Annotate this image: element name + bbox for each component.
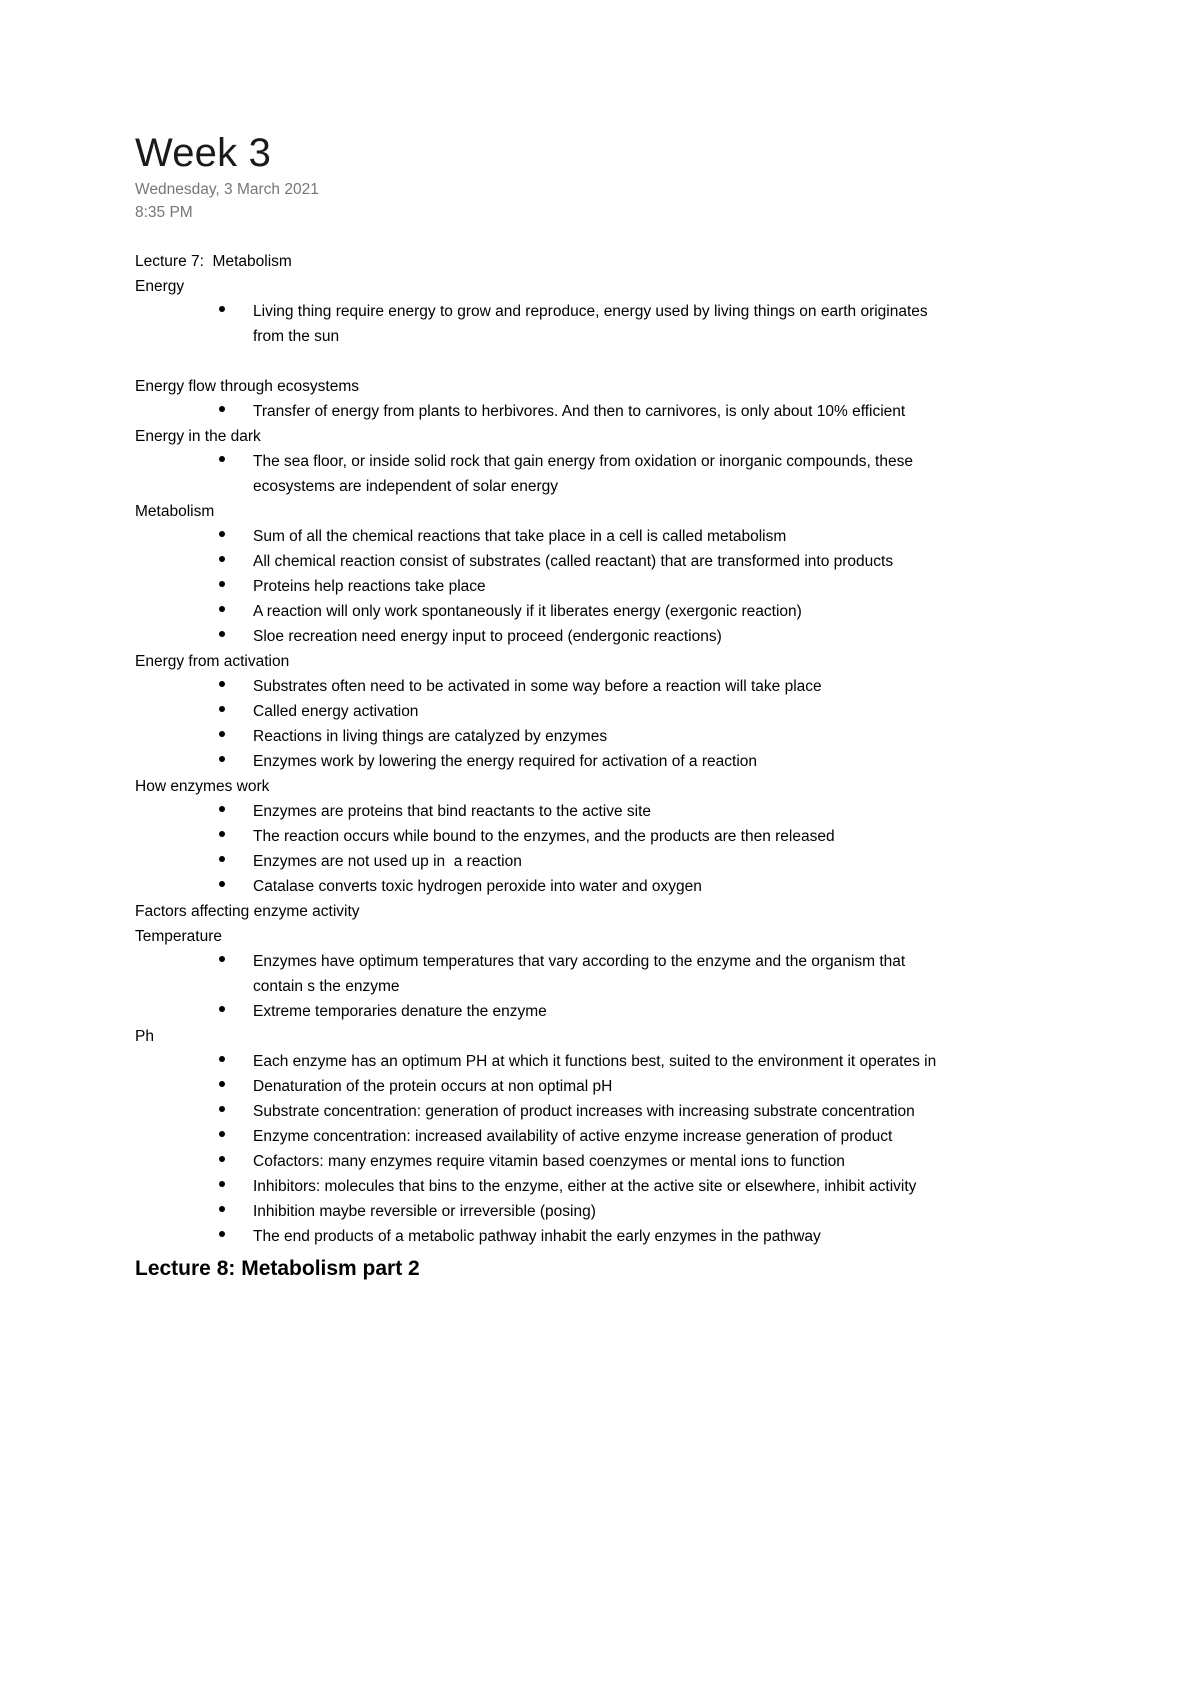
next-lecture-heading: Lecture 8: Metabolism part 2 xyxy=(135,1257,420,1280)
bullet-list xyxy=(135,449,1075,499)
bullet-text: The sea floor, or inside solid rock that gain energy from oxidation or inorganic compounds, these ecosystems are independent of solar energy xyxy=(253,453,918,495)
bullet-item xyxy=(135,1174,953,1199)
bullet-item xyxy=(135,674,953,699)
bullet-text: Inhibition maybe reversible or irreversible (posing) xyxy=(253,1203,596,1220)
bullet-text: Sum of all the chemical reactions that take place in a cell is called metabolism xyxy=(253,528,787,545)
bullet-list xyxy=(135,799,1075,899)
bullet-item xyxy=(135,699,953,724)
bullet-text: Extreme temporaries denature the enzyme xyxy=(253,1003,547,1020)
bullet-item xyxy=(135,749,953,774)
bullet-icon xyxy=(219,856,225,862)
notes-body xyxy=(135,249,1075,1285)
bullet-icon xyxy=(219,531,225,537)
bullet-item xyxy=(135,1074,953,1099)
bullet-icon xyxy=(219,956,225,962)
section-heading: Energy from activation xyxy=(135,653,290,670)
bullet-item xyxy=(135,549,953,574)
bullet-icon xyxy=(219,406,225,412)
bullet-text: Enzymes work by lowering the energy required for activation of a reaction xyxy=(253,753,757,770)
bullet-text: Denaturation of the protein occurs at non optimal pH xyxy=(253,1078,613,1095)
bullet-text: The end products of a metabolic pathway inhabit the early enzymes in the pathway xyxy=(253,1228,821,1245)
bullet-icon xyxy=(219,631,225,637)
bullet-text: Enzymes are proteins that bind reactants to the active site xyxy=(253,803,652,820)
bullet-text: Catalase converts toxic hydrogen peroxide into water and oxygen xyxy=(253,878,702,895)
bullet-item xyxy=(135,1049,953,1074)
bullet-item xyxy=(135,874,953,899)
bullet-icon xyxy=(219,1156,225,1162)
bullet-text: Cofactors: many enzymes require vitamin based coenzymes or mental ions to function xyxy=(253,1153,845,1170)
lecture-heading: Lecture 7: Metabolism xyxy=(135,253,292,270)
bullet-icon xyxy=(219,306,225,312)
bullet-item xyxy=(135,724,953,749)
bullet-item xyxy=(135,799,953,824)
bullet-icon xyxy=(219,1181,225,1187)
section-heading: Energy xyxy=(135,278,185,295)
bullet-list xyxy=(135,524,1075,649)
bullet-text: Called energy activation xyxy=(253,703,419,720)
bullet-item xyxy=(135,824,953,849)
bullet-icon xyxy=(219,556,225,562)
bullet-icon xyxy=(219,1081,225,1087)
bullet-icon xyxy=(219,756,225,762)
bullet-item xyxy=(135,399,953,424)
bullet-item xyxy=(135,1099,953,1124)
bullet-text: Transfer of energy from plants to herbivores. And then to carnivores, is only about 10% efficient xyxy=(253,403,906,420)
bullet-icon xyxy=(219,1131,225,1137)
bullet-item xyxy=(135,1224,953,1249)
bullet-icon xyxy=(219,881,225,887)
bullet-item xyxy=(135,1199,953,1224)
bullet-list xyxy=(135,399,1075,424)
section-heading: Factors affecting enzyme activity xyxy=(135,903,360,920)
bullet-text: Substrate concentration: generation of product increases with increasing substrate concentration xyxy=(253,1103,915,1120)
note-time: 8:35 PM xyxy=(135,204,193,221)
bullet-item xyxy=(135,574,953,599)
bullet-item xyxy=(135,849,953,874)
bullet-item xyxy=(135,999,953,1024)
bullet-icon xyxy=(219,681,225,687)
bullet-icon xyxy=(219,456,225,462)
bullet-icon xyxy=(219,581,225,587)
section-heading: Temperature xyxy=(135,928,223,945)
bullet-text: Proteins help reactions take place xyxy=(253,578,486,595)
blank-line xyxy=(135,349,1075,374)
bullet-icon xyxy=(219,1006,225,1012)
bullet-list xyxy=(135,949,1075,1024)
bullet-icon xyxy=(219,706,225,712)
bullet-text: The reaction occurs while bound to the enzymes, and the products are then released xyxy=(253,828,835,845)
bullet-item xyxy=(135,599,953,624)
bullet-text: Inhibitors: molecules that bins to the enzyme, either at the active site or elsewhere, inhibit activity xyxy=(253,1178,917,1195)
bullet-icon xyxy=(219,1231,225,1237)
bullet-text: Each enzyme has an optimum PH at which it functions best, suited to the environment it operates in xyxy=(253,1053,937,1070)
bullet-text: Enzyme concentration: increased availability of active enzyme increase generation of product xyxy=(253,1128,893,1145)
section-heading: How enzymes work xyxy=(135,778,270,795)
bullet-list xyxy=(135,674,1075,774)
bullet-item xyxy=(135,624,953,649)
bullet-text: Sloe recreation need energy input to proceed (endergonic reactions) xyxy=(253,628,722,645)
bullet-icon xyxy=(219,831,225,837)
bullet-text: Reactions in living things are catalyzed by enzymes xyxy=(253,728,608,745)
section-heading: Metabolism xyxy=(135,503,215,520)
bullet-item xyxy=(135,949,953,999)
section-heading: Energy in the dark xyxy=(135,428,261,445)
section-heading: Ph xyxy=(135,1028,154,1045)
bullet-list xyxy=(135,299,1075,349)
bullet-list xyxy=(135,1049,1075,1249)
bullet-icon xyxy=(219,606,225,612)
bullet-icon xyxy=(219,806,225,812)
bullet-text: Enzymes have optimum temperatures that vary according to the enzyme and the organism that contain s the enzyme xyxy=(253,953,910,995)
section-heading: Energy flow through ecosystems xyxy=(135,378,359,395)
bullet-text: Enzymes are not used up in a reaction xyxy=(253,853,522,870)
bullet-text: Substrates often need to be activated in some way before a reaction will take place xyxy=(253,678,822,695)
bullet-item xyxy=(135,1149,953,1174)
bullet-text: All chemical reaction consist of substrates (called reactant) that are transformed into products xyxy=(253,553,894,570)
bullet-icon xyxy=(219,731,225,737)
note-content xyxy=(135,128,1075,1285)
page-title: Week 3 xyxy=(135,131,272,175)
bullet-item xyxy=(135,524,953,549)
bullet-text: Living thing require energy to grow and reproduce, energy used by living things on earth originates from the sun xyxy=(253,303,932,345)
bullet-item xyxy=(135,449,953,499)
bullet-icon xyxy=(219,1056,225,1062)
bullet-icon xyxy=(219,1106,225,1112)
bullet-item xyxy=(135,1124,953,1149)
bullet-item xyxy=(135,299,953,349)
bullet-icon xyxy=(219,1206,225,1212)
note-date: Wednesday, 3 March 2021 xyxy=(135,181,319,198)
bullet-text: A reaction will only work spontaneously if it liberates energy (exergonic reaction) xyxy=(253,603,802,620)
